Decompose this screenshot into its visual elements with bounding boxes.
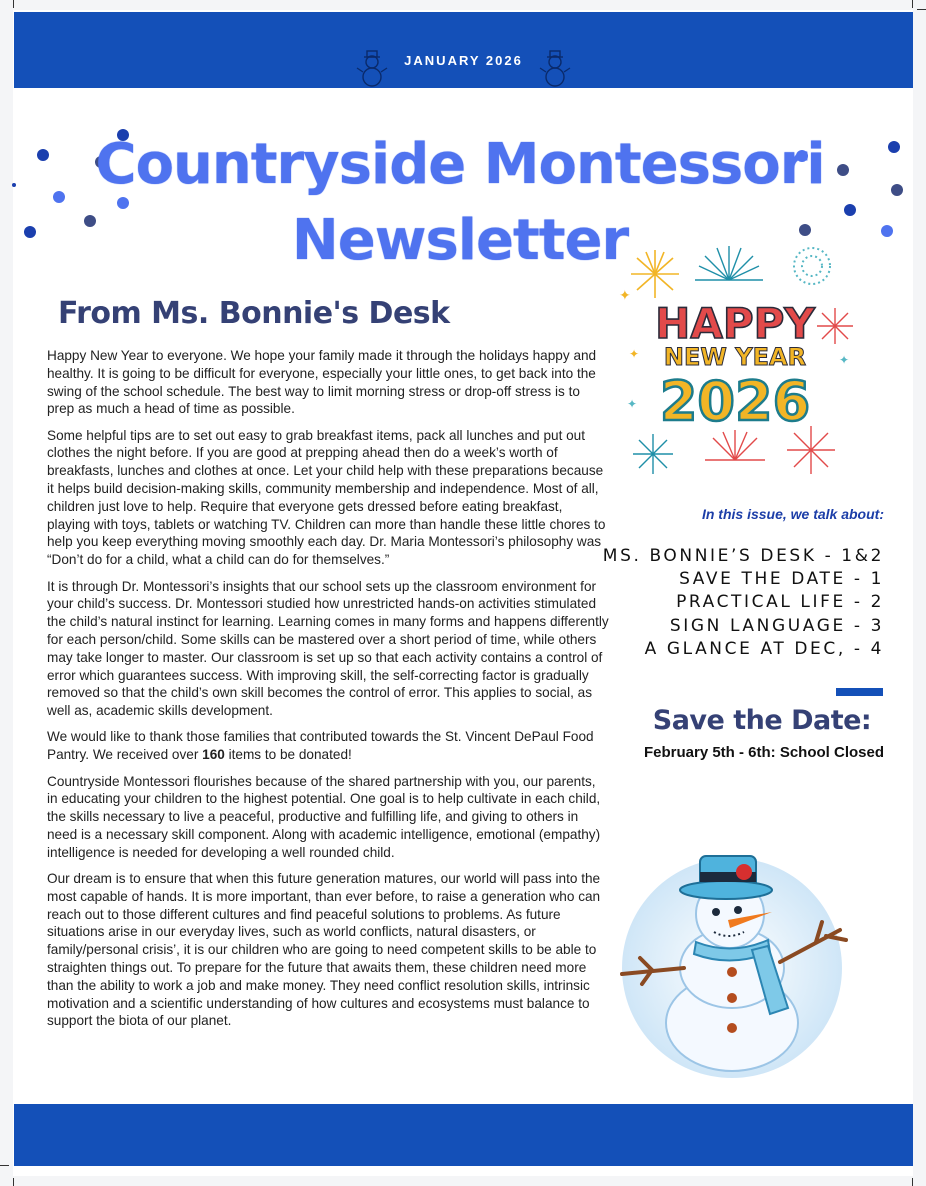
article-paragraph: Some helpful tips are to set out easy to grab breakfast items, pack all lunches and put out clothes the night before. If you are good at prepping ahead then do a week’s worth of breakfasts, lunches and clothes at once. Let your child help with these preparations because it helps build decision-making skills, community membership and independence. Most of all, children just love to help. Require that everyone gets dressed before eating breakfast, playing with toys, tablets or watching TV. Children can more than handle these little chores to help you keep everything moving smoothly each day. Dr. Maria Montessori’s philosophy was “Don’t do for a child, what a child can do for themselves.”: [47, 427, 606, 568]
article-paragraph: Our dream is to ensure that when this future generation matures, our world will pass into the most capable of hands. It is more important, than ever before, to raise a generation who can reach out to those different cultures and find peaceful solutions to problems. As future situations arise in our everyday lives, such as world conflicts, natural disasters, or family/personal crisis’, it is our children who are going to need competent skills to be able to straighten things out. To prepare for the future that awaits them, these children need more than the ability to work a job and make money. They need conflict resolution skills, intrinsic motivation and a scientific understanding of how cultures and ecosystems must balance to support the biota of our planet.: [47, 871, 601, 1029]
article-paragraph: It is through Dr. Montessori’s insights that our school sets up the classroom environment for your child’s success. Dr. Montessori studied how unrestricted hands-on activities stimulated the child’s natural instinct for learning. Learning comes in many forms and happens differently for each person/child. Some skills can be mastered over a short period of time, while others may take longer to master. Our classroom is set up so that each activity contains a control of error which guarantees success. With improving skill, the self-correcting factor is gradually removed so that the child’s own skill becomes the control of error. This applies to social, as well as, academic skills development.: [47, 578, 609, 719]
firework-burst: [794, 248, 830, 284]
sparkle-icon: ✦: [627, 397, 638, 411]
hny-new-year: NEW YEAR: [663, 343, 807, 371]
toc-item: PRACTICAL LIFE - 2: [676, 592, 884, 613]
firework-burst: [631, 250, 679, 298]
sparkle-icon: ✦: [839, 353, 850, 367]
firework-burst: [695, 246, 763, 280]
sparkle-icon: ✦: [619, 288, 631, 304]
hny-year: 2026: [659, 370, 811, 433]
hny-happy: HAPPY: [655, 299, 815, 348]
firework-burst: [633, 434, 673, 474]
firework-burst: [817, 308, 853, 344]
desk-heading: From Ms. Bonnie's Desk: [58, 296, 450, 331]
thanks-text-before: We would like to thank those families that contributed towards the St. Vincent DePaul Food Pantry. We received over: [47, 729, 594, 763]
toc-item: MS. BONNIE’S DESK - 1&2: [602, 546, 884, 566]
issue-heading: In this issue, we talk about:: [701, 506, 884, 522]
flower-icon: [736, 864, 752, 880]
toc-item: SIGN LANGUAGE - 3: [669, 615, 884, 636]
save-the-date-heading: Save the Date:: [652, 705, 872, 736]
crop-mark: [0, 1165, 9, 1166]
firework-burst: [787, 426, 835, 474]
toc-item: A GLANCE AT DEC, - 4: [644, 638, 884, 659]
crop-mark: [13, 1178, 14, 1186]
save-the-date-line: February 5th - 6th: School Closed: [643, 744, 884, 761]
happy-new-year-illustration: [607, 238, 863, 488]
donation-count: 160: [202, 747, 225, 763]
snowman-illustration: [612, 838, 862, 1078]
thanks-text-after: items to be donated!: [224, 747, 352, 763]
sparkle-icon: ✦: [629, 347, 640, 361]
firework-burst: [802, 256, 822, 276]
table-of-contents: [603, 545, 884, 661]
desk-article: [47, 347, 609, 1039]
crop-mark: [912, 1178, 913, 1186]
newsletter-title-line2: Newsletter: [291, 208, 629, 273]
article-paragraph: Happy New Year to everyone. We hope your family made it through the holidays happy and healthy. It is going to be difficult for everyone, especially your little ones, to get back into the swing of the school schedule. The best way to limit morning stress or drop-off stress is to prep as much a head of time as possible.: [47, 348, 597, 417]
issue-month: JANUARY 2026: [404, 53, 523, 68]
toc-item: SAVE THE DATE - 1: [679, 569, 884, 590]
section-divider: [836, 688, 883, 696]
article-paragraph: [47, 728, 609, 764]
article-paragraph: Countryside Montessori flourishes because of the shared partnership with you, our parents, in educating your children to the highest potential. One goal is to help cultivate in each child, the skills necessary to live a peaceful, productive and fulfilling life, and giving to others in need is a necessary skill component. Along with academic intelligence, emotional (empathy) intelligence is needed for developing a well rounded child.: [47, 773, 601, 860]
footer-band: [14, 1104, 913, 1166]
firework-burst: [705, 430, 765, 460]
newsletter-title-line1: Countryside Montessori: [95, 132, 825, 197]
